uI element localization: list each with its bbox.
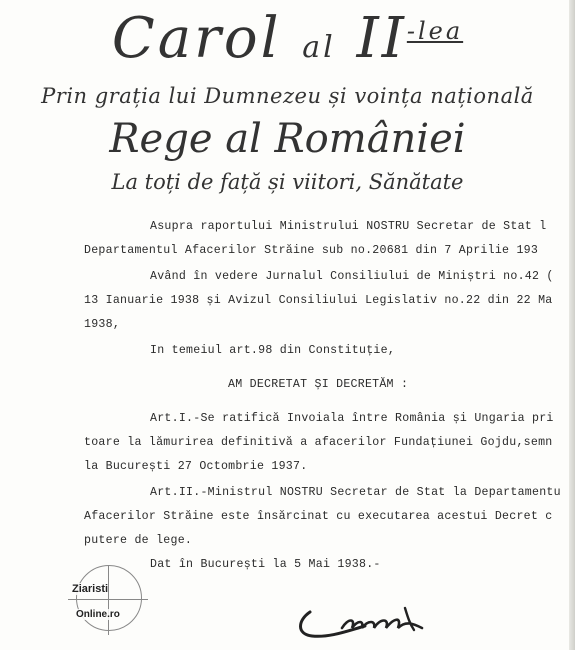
body-line: putere de lege.: [84, 534, 193, 547]
body-line: Afacerilor Străine este însărcinat cu executarea acestui Decret c: [84, 510, 553, 523]
crosshair-circle-icon: [76, 565, 142, 631]
section-heading: AM DECRETAT ȘI DECRETĂM :: [228, 378, 409, 391]
body-line: 1938,: [84, 318, 121, 331]
body-line: 13 Ianuarie 1938 și Avizul Consiliului Legislativ no.22 din 22 Ma: [84, 294, 553, 307]
watermark-name: Ziaristi: [72, 583, 109, 595]
grace-line: Prin grația lui Dumnezeu și voința națională: [41, 84, 534, 108]
watermark-logo: [68, 565, 148, 645]
decree-title: [0, 6, 575, 71]
body-line: toare la lămurirea definitivă a afacerilor Fundațiunei Gojdu,semn: [84, 436, 553, 449]
title-suffix: -lea: [406, 17, 464, 45]
royal-signature-icon: [290, 590, 460, 645]
date-line: Dat în București la 5 Mai 1938.-: [150, 558, 381, 571]
body-line: Departamentul Afacerilor Străine sub no.20681 din 7 Aprilie 193: [84, 244, 539, 257]
title-main: Carol: [111, 6, 282, 71]
title-al: al: [302, 30, 336, 65]
body-line: In temeiul art.98 din Constituție,: [150, 344, 396, 357]
body-line: Art.I.-Se ratifică Invoiala între România și Ungaria pri: [150, 412, 554, 425]
body-line: Asupra raportului Ministrului NOSTRU Secretar de Stat l: [150, 220, 547, 233]
body-line: Art.II.-Ministrul NOSTRU Secretar de Stat la Departamentu: [150, 486, 561, 499]
watermark-domain: Online.ro: [76, 609, 120, 620]
greeting-line: La toți de față și viitori, Sănătate: [111, 170, 464, 194]
body-line: la București 27 Octombrie 1937.: [84, 460, 308, 473]
king-line: Rege al României: [109, 116, 466, 162]
body-line: Având în vedere Jurnalul Consiliului de Miniștri no.42 (: [150, 270, 554, 283]
title-numeral: II: [356, 6, 407, 71]
